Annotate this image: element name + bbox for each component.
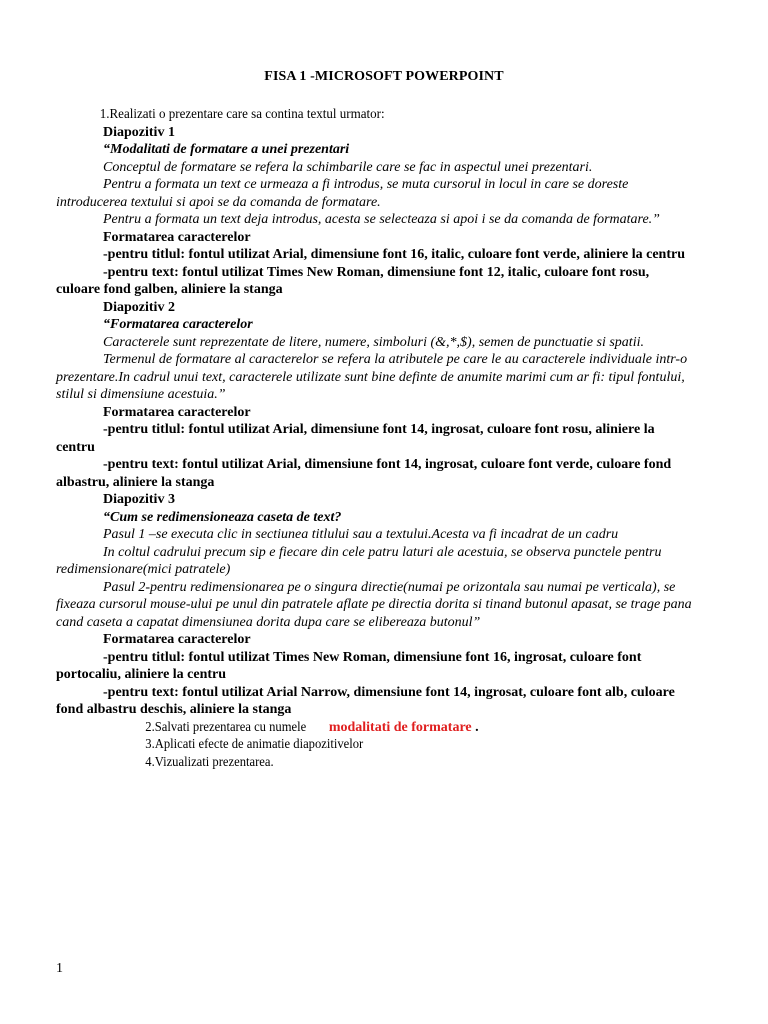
slide-2-heading: Diapozitiv 2	[103, 299, 175, 315]
task-1: 1.Realizati o prezentare care sa contina textul urmator:	[99, 107, 385, 122]
slide-3-paragraph: In coltul cadrului precum sip e fiecare din cele patru laturi ale acestuia, se observa punctele pentru redimensionare(mici patratele)	[56, 544, 662, 577]
document-title: FISA 1 -MICROSOFT POWERPOINT	[264, 69, 504, 84]
slide-1-paragraph: Pentru a formata un text ce urmeaza a fi introdus, se muta cursorul in locul in care se doreste introducerea textului si apoi se da comanda de formatare.	[56, 177, 629, 210]
task-2	[56, 719, 696, 737]
slide-1-heading: Diapozitiv 1	[103, 124, 175, 140]
slide-2-paragraph: Termenul de formatare al caracterelor se refera la atributele pe care le au caracterele individuale intr-o prezentare.In cadrul unui text, caracterele utilizate sunt bine definte de anumite marimi cum ar fi: tipul fontului, stilul si dimensiune acestuia.”	[56, 352, 688, 402]
page-number: 1	[56, 961, 63, 976]
task-2-suffix: .	[471, 719, 479, 735]
slide-3-format-rule: -pentru titlul: fontul utilizat Times New Roman, dimensiune font 16, ingrosat, culoare font portocaliu, aliniere la centru	[56, 649, 642, 682]
slide-3-format-rule: -pentru text: fontul utilizat Arial Narrow, dimensiune font 14, ingrosat, culoare font alb, culoare fond albastru deschis, aliniere la stanga	[56, 684, 675, 717]
task-3-text: 3.Aplicati efecte de animatie diapozitivelor	[145, 737, 364, 752]
slide-1-paragraph: Pentru a formata un text deja introdus, acesta se selecteaza si apoi i se da comanda de formatare.”	[103, 212, 660, 227]
task-4	[56, 754, 696, 772]
slide-3-paragraph: Pasul 2-pentru redimensionarea pe o singura directie(numai pe orizontala sau numai pe verticala), se fixeaza cursorul mouse-ului pe unul din patratele aflate pe directia dorita si tinand butonul apasat, se trage pana cand caseta a capatat dimensiunea dorita dupa care se elibereaza butonul”	[56, 579, 692, 630]
slide-1-subtitle: “Modalitati de formatare a unei prezentari	[103, 142, 350, 157]
slide-3-subtitle: “Cum se redimensioneaza caseta de text?	[103, 509, 342, 525]
task-4-text: 4.Vizualizati prezentarea.	[145, 754, 274, 770]
slide-1-paragraph: Conceptul de formatare se refera la schimbarile care se fac in aspectul unei prezentari.	[103, 159, 593, 175]
slide-1-format-rule: -pentru titlul: fontul utilizat Arial, dimensiune font 16, italic, culoare font verde, aliniere la centru	[103, 247, 685, 262]
task-2-prefix: 2.Salvati prezentarea cu numele	[145, 719, 307, 735]
slide-1-format-heading: Formatarea caracterelor	[103, 229, 251, 245]
slide-2-format-rule: -pentru titlul: fontul utilizat Arial, dimensiune font 14, ingrosat, culoare font rosu, aliniere la centru	[56, 422, 655, 455]
slide-2-subtitle: “Formatarea caracterelor	[103, 317, 253, 332]
slide-2-format-rule: -pentru text: fontul utilizat Arial, dimensiune font 14, ingrosat, culoare font verde, culoare fond albastru, aliniere la stanga	[56, 457, 672, 490]
task-3	[56, 736, 696, 754]
task-2-filename: modalitati de formatare	[328, 719, 472, 735]
document-body	[56, 106, 696, 771]
slide-2-paragraph: Caracterele sunt reprezentate de litere, numere, simboluri (&,*,$), semen de punctuatie si spatii.	[103, 334, 644, 350]
slide-1-format-rule: -pentru text: fontul utilizat Times New Roman, dimensiune font 12, italic, culoare font rosu, culoare fond galben, aliniere la stanga	[56, 264, 650, 297]
slide-3-format-heading: Formatarea caracterelor	[103, 632, 251, 647]
slide-2-format-heading: Formatarea caracterelor	[103, 404, 251, 420]
slide-3-paragraph: Pasul 1 –se executa clic in sectiunea titlului sau a textului.Acesta va fi incadrat de un cadru	[103, 527, 619, 542]
slide-3-heading: Diapozitiv 3	[103, 492, 175, 507]
